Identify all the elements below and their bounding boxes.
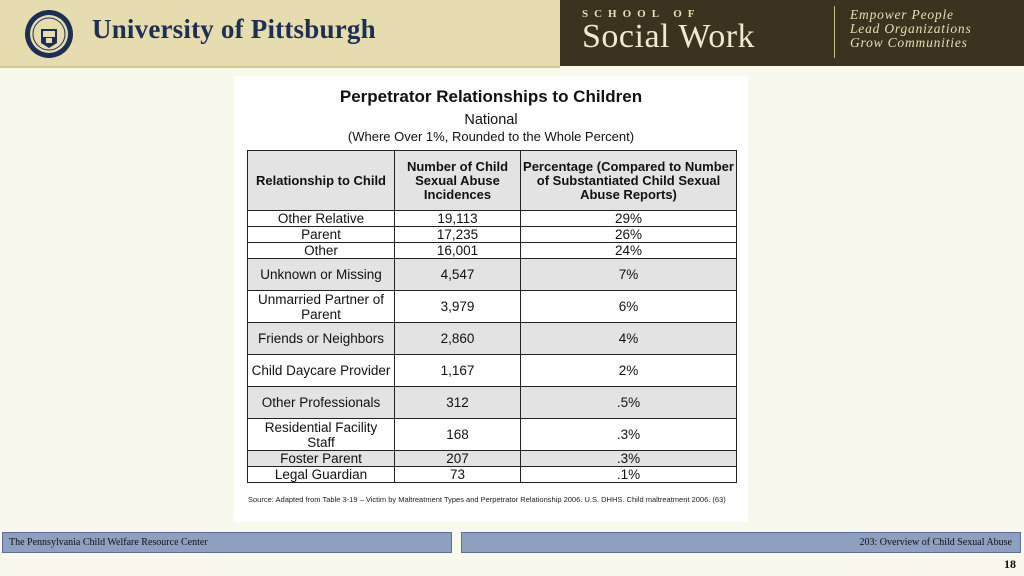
school-of-label: SCHOOL OF xyxy=(582,8,701,20)
number-cell: 3,979 xyxy=(395,291,521,323)
percent-cell: 2% xyxy=(521,355,737,387)
table-note: (Where Over 1%, Rounded to the Whole Percent) xyxy=(347,129,635,144)
school-band xyxy=(560,0,1024,66)
relationship-cell: Other xyxy=(248,243,395,259)
relationship-cell: Friends or Neighbors xyxy=(248,323,395,355)
relationship-cell: Unknown or Missing xyxy=(248,259,395,291)
table-header-row xyxy=(248,151,737,211)
school-name: Social Work xyxy=(582,18,756,55)
table-title: Perpetrator Relationships to Children xyxy=(339,87,643,106)
table-row xyxy=(248,451,737,467)
number-cell: 4,547 xyxy=(395,259,521,291)
number-cell: 17,235 xyxy=(395,227,521,243)
table-row xyxy=(248,211,737,227)
column-header: Relationship to Child xyxy=(248,151,395,211)
number-cell: 1,167 xyxy=(395,355,521,387)
relationship-cell: Child Daycare Provider xyxy=(248,355,395,387)
footer-course-title: 203: Overview of Child Sexual Abuse xyxy=(461,532,1021,553)
table-row xyxy=(248,467,737,483)
percent-cell: 24% xyxy=(521,243,737,259)
relationship-table xyxy=(247,150,737,483)
relationship-cell: Residential Facility Staff xyxy=(248,419,395,451)
number-cell: 19,113 xyxy=(395,211,521,227)
column-header: Percentage (Compared to Number of Substantiated Child Sexual Abuse Reports) xyxy=(521,151,737,211)
relationship-cell: Parent xyxy=(248,227,395,243)
percent-cell: 7% xyxy=(521,259,737,291)
percent-cell: 6% xyxy=(521,291,737,323)
percent-cell: 4% xyxy=(521,323,737,355)
university-seal-icon xyxy=(24,9,74,59)
number-cell: 168 xyxy=(395,419,521,451)
table-subtitle: National xyxy=(464,112,518,128)
school-tagline xyxy=(850,8,972,50)
relationship-cell: Other Relative xyxy=(248,211,395,227)
percent-cell: .1% xyxy=(521,467,737,483)
number-cell: 312 xyxy=(395,387,521,419)
table-row xyxy=(248,355,737,387)
table-row xyxy=(248,419,737,451)
table-figure xyxy=(234,76,748,522)
header-divider xyxy=(834,6,835,58)
relationship-cell: Foster Parent xyxy=(248,451,395,467)
percent-cell: 29% xyxy=(521,211,737,227)
table-row xyxy=(248,243,737,259)
university-band xyxy=(0,0,560,68)
percent-cell: .5% xyxy=(521,387,737,419)
number-cell: 16,001 xyxy=(395,243,521,259)
header-banner xyxy=(0,0,1024,66)
number-cell: 207 xyxy=(395,451,521,467)
table-row xyxy=(248,323,737,355)
source-note: Source: Adapted from Table 3-19 – Victim by Maltreatment Types and Perpetrator Relationship 2006. U.S. DHHS. Child maltreatment 2006. (63) xyxy=(248,495,726,504)
footer-organization: The Pennsylvania Child Welfare Resource Center xyxy=(2,532,452,553)
column-header: Number of Child Sexual Abuse Incidences xyxy=(395,151,521,211)
relationship-cell: Unmarried Partner of Parent xyxy=(248,291,395,323)
percent-cell: .3% xyxy=(521,419,737,451)
university-name: University of Pittsburgh xyxy=(92,14,376,44)
number-cell: 2,860 xyxy=(395,323,521,355)
relationship-cell: Other Professionals xyxy=(248,387,395,419)
page-number: 18 xyxy=(1004,557,1016,571)
table-row xyxy=(248,291,737,323)
percent-cell: .3% xyxy=(521,451,737,467)
percent-cell: 26% xyxy=(521,227,737,243)
tagline-line: Grow Communities xyxy=(850,35,968,50)
table-row xyxy=(248,259,737,291)
tagline-line: Lead Organizations xyxy=(850,21,972,36)
tagline-line: Empower People xyxy=(850,7,954,22)
relationship-cell: Legal Guardian xyxy=(248,467,395,483)
table-row xyxy=(248,227,737,243)
table-row xyxy=(248,387,737,419)
number-cell: 73 xyxy=(395,467,521,483)
